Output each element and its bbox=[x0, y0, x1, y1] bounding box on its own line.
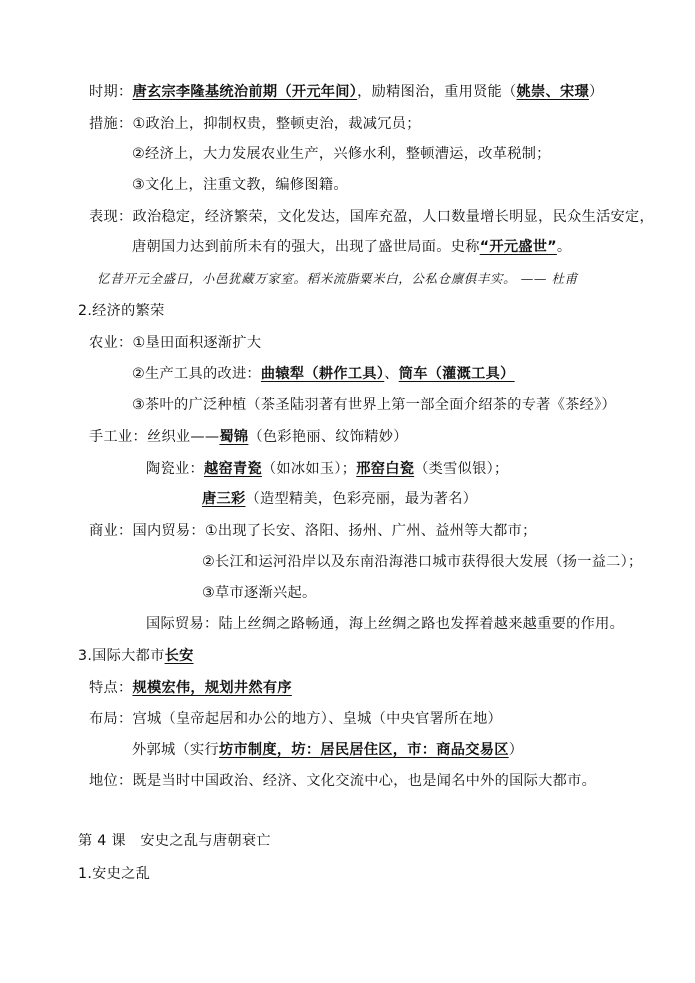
text: ③文化上，注重文教，编修图籍。 bbox=[132, 177, 348, 193]
line-status bbox=[89, 771, 596, 791]
text: （类雪似银）； bbox=[414, 461, 509, 477]
line-performance bbox=[89, 207, 654, 227]
tangsancai-highlight: 唐三彩 bbox=[202, 491, 246, 507]
plough-highlight: 曲辕犁（耕作工具） bbox=[260, 366, 385, 382]
ministers-highlight: 姚崇、宋璟 bbox=[516, 84, 589, 100]
text: 手工业：丝织业—— bbox=[89, 429, 220, 445]
text: 。 bbox=[556, 239, 572, 255]
waterwheel-highlight: 筒车（灌溉工具） bbox=[398, 366, 515, 382]
text: 唐朝国力达到前所未有的强大，出现了盛世局面。史称 bbox=[132, 239, 480, 255]
features-highlight: 规模宏伟，规划井然有序 bbox=[132, 680, 292, 696]
line-measure-economy bbox=[132, 144, 551, 164]
text: 第 4 课 安史之乱与唐朝衰亡 bbox=[78, 833, 271, 849]
line-handicraft bbox=[89, 427, 408, 447]
text: 商业：国内贸易：①出现了长安、洛阳、扬州、广州、益州等大都市； bbox=[89, 523, 537, 539]
text: ，励精图治，重用贤能（ bbox=[357, 84, 517, 100]
line-tools bbox=[132, 364, 515, 384]
kaiyuan-highlight: “开元盛世” bbox=[479, 239, 557, 255]
xingyao-highlight: 邢窑白瓷 bbox=[356, 461, 415, 477]
label-period: 时期： bbox=[89, 84, 133, 100]
line-agriculture bbox=[89, 333, 261, 353]
text: ②经济上，大力发展农业生产，兴修水利，整顿漕运，改革税制； bbox=[132, 146, 551, 162]
line-tea bbox=[132, 395, 616, 415]
line-ceramics bbox=[146, 459, 509, 479]
text: ②长江和运河沿岸以及东南沿海港口城市获得很大发展（扬一益二）； bbox=[202, 554, 643, 570]
text: ③草市逐渐兴起。 bbox=[202, 585, 317, 601]
line-performance-2 bbox=[132, 237, 571, 257]
line-layout bbox=[89, 709, 502, 729]
text: 2.经济的繁荣 bbox=[78, 303, 165, 319]
line-intl-trade bbox=[146, 614, 624, 634]
line-features bbox=[89, 678, 292, 698]
line-outer-city bbox=[132, 740, 523, 760]
text: （色彩艳丽、纹饰精妙） bbox=[248, 429, 408, 445]
heading-metropolis bbox=[78, 646, 194, 666]
changan-highlight: 长安 bbox=[164, 648, 194, 664]
poem-line bbox=[97, 269, 578, 289]
text: （如冰如玉）； bbox=[261, 461, 357, 477]
text: ②生产工具的改进： bbox=[132, 366, 261, 382]
text: 特点： bbox=[89, 680, 133, 696]
text: 布局：宫城（皇帝起居和办公的地方）、皇城（中央官署所在地） bbox=[89, 711, 503, 727]
text: 表现：政治稳定，经济繁荣，文化发达，国库充盈，人口数量增长明显，民众生活安定， bbox=[89, 209, 655, 225]
line-commerce-2 bbox=[202, 552, 643, 572]
text: 陶瓷业： bbox=[146, 461, 204, 477]
fangshi-highlight: 坊市制度，坊：居民居住区，市：商品交易区 bbox=[218, 742, 509, 758]
text: （造型精美，色彩亮丽，最为著名） bbox=[245, 491, 478, 507]
line-measures bbox=[89, 114, 421, 134]
shujin-highlight: 蜀锦 bbox=[219, 429, 249, 445]
text: 3.国际大都市 bbox=[78, 648, 165, 664]
text: 忆昔开元全盛日，小邑犹藏万家室。稻米流脂粟米白，公私仓廪俱丰实。 —— 杜甫 bbox=[97, 271, 578, 286]
text: 农业：①垦田面积逐渐扩大 bbox=[89, 335, 262, 351]
text: 措施：①政治上，抑制权贵，整顿吏治，裁减冗员； bbox=[89, 116, 421, 132]
text: 地位：既是当时中国政治、经济、文化交流中心，也是闻名中外的国际大都市。 bbox=[89, 773, 597, 789]
text: 、 bbox=[384, 366, 399, 382]
text: 外郭城（实行 bbox=[132, 742, 219, 758]
text: ③茶叶的广泛种植（茶圣陆羽著有世界上第一部全面介绍茶的专著《茶经》） bbox=[132, 397, 617, 413]
heading-economy bbox=[78, 301, 165, 321]
text: ） bbox=[589, 84, 604, 100]
line-commerce bbox=[89, 521, 537, 541]
line-measure-culture bbox=[132, 175, 348, 195]
yueyao-highlight: 越窑青瓷 bbox=[203, 461, 262, 477]
line-commerce-3 bbox=[202, 583, 316, 603]
line-tangsancai bbox=[202, 489, 477, 509]
text: ） bbox=[508, 742, 524, 758]
period-highlight: 唐玄宗李隆基统治前期（开元年间） bbox=[132, 84, 358, 100]
text: 国际贸易：陆上丝绸之路畅通，海上丝绸之路也发挥着越来越重要的作用。 bbox=[146, 616, 625, 632]
heading-anshi bbox=[78, 864, 150, 884]
text: 1.安史之乱 bbox=[78, 866, 151, 882]
line-period bbox=[89, 82, 604, 102]
lesson-title bbox=[78, 831, 271, 851]
